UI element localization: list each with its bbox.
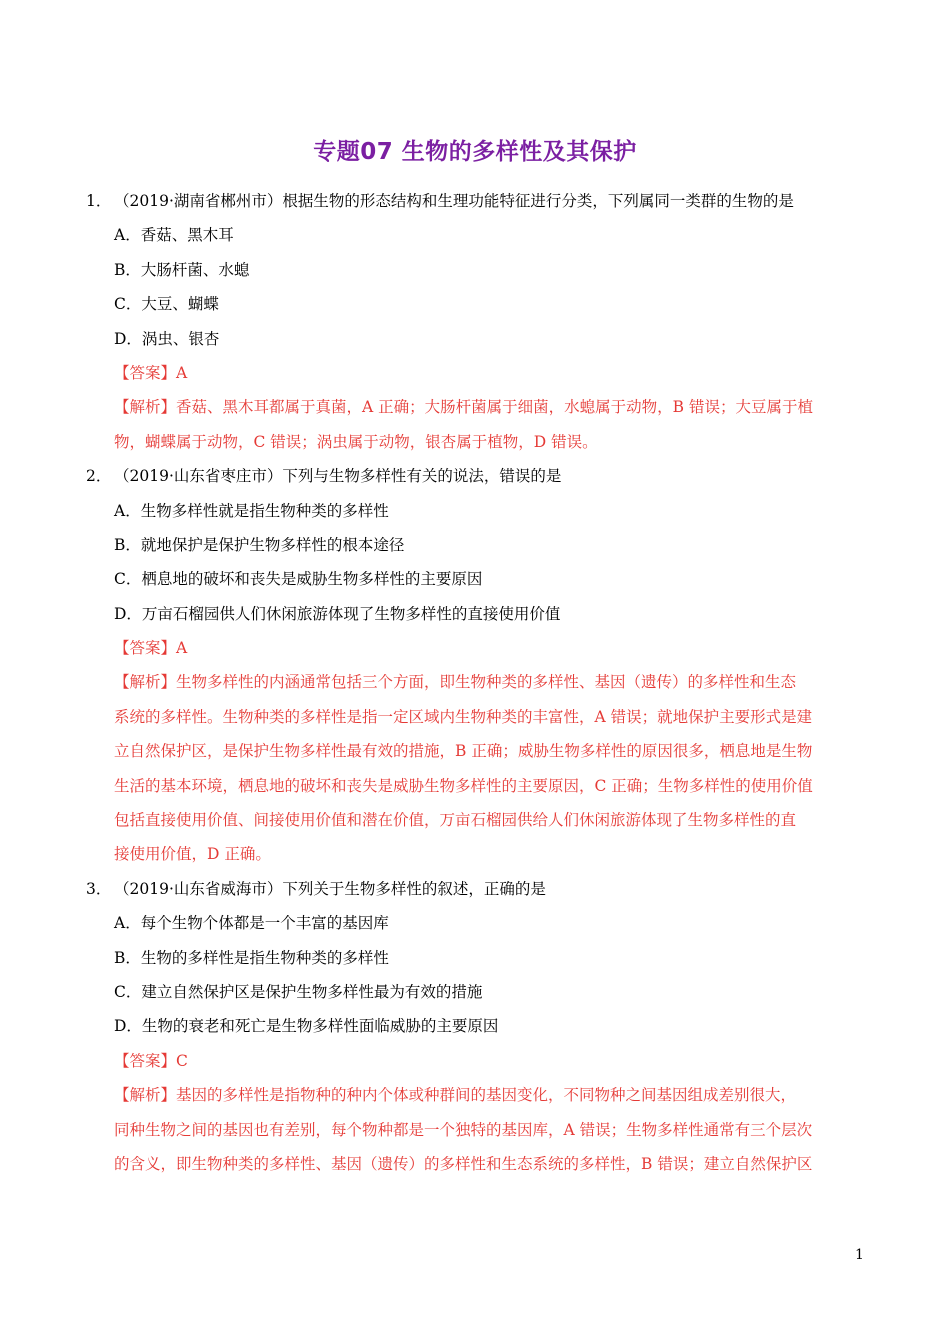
question-3 [86,872,866,1182]
analysis-line: 包括直接使用价值、间接使用价值和潜在价值，万亩石榴园供给人们休闲旅游体现了生物多样性的直 [114,811,797,830]
page-number: 1 [855,1247,864,1263]
option-d: D．生物的衰老和死亡是生物多样性面临威胁的主要原因 [114,1017,499,1036]
option-a: A．每个生物个体都是一个丰富的基因库 [114,914,389,933]
question-text: （2019·湖南省郴州市）根据生物的形态结构和生理功能特征进行分类，下列属同一类群的生物的是 [114,192,794,210]
analysis-line: 【解析】生物多样性的内涵通常包括三个方面，即生物种类的多样性、基因（遗传）的多样性和生态 [114,673,797,692]
question-text: （2019·山东省威海市）下列关于生物多样性的叙述，正确的是 [114,879,546,898]
option-a: A．生物多样性就是指生物种类的多样性 [114,501,389,520]
option-d: D．涡虫、银杏 [114,329,220,348]
question-2 [86,459,866,872]
option-b: B．大肠杆菌、水螅 [114,260,250,279]
option-c: C．大豆、蝴蝶 [114,295,219,314]
answer: 【答案】C [114,1051,188,1070]
answer: 【答案】A [114,363,188,382]
answer: 【答案】A [114,639,188,658]
analysis-line: 系统的多样性。生物种类的多样性是指一定区域内生物种类的丰富性，A 错误；就地保护主要形式是建 [114,707,813,726]
option-b: B．就地保护是保护生物多样性的根本途径 [114,535,405,554]
analysis-line: 同种生物之间的基因也有差别，每个物种都是一个独特的基因库，A 错误；生物多样性通常有三个层次 [114,1120,813,1139]
page-title: 专题07 生物的多样性及其保护 [313,139,637,165]
analysis-line: 生活的基本环境，栖息地的破坏和丧失是威胁生物多样性的主要原因，C 正确；生物多样性的使用价值 [114,776,813,795]
analysis-line: 【解析】基因的多样性是指物种的种内个体或种群间的基因变化，不同物种之间基因组成差别很大， [114,1086,797,1105]
question-1 [86,184,866,459]
option-b: B．生物的多样性是指生物种类的多样性 [114,948,389,967]
option-c: C．栖息地的破坏和丧失是威胁生物多样性的主要原因 [114,570,483,589]
analysis-line: 【解析】香菇、黑木耳都属于真菌，A 正确；大肠杆菌属于细菌，水螅属于动物，B 错误；大豆属于植 [114,398,813,417]
analysis-line: 接使用价值，D 正确。 [114,845,271,864]
analysis-line: 的含义，即生物种类的多样性、基因（遗传）的多样性和生态系统的多样性，B 错误；建立自然保护区 [114,1154,813,1173]
analysis-line: 立自然保护区，是保护生物多样性最有效的措施，B 正确；威胁生物多样性的原因很多，栖息地是生物 [114,742,813,761]
option-a: A．香菇、黑木耳 [114,226,234,245]
question-list [86,184,866,1181]
question-stem [86,184,866,218]
option-d: D．万亩石榴园供人们休闲旅游体现了生物多样性的直接使用价值 [114,604,561,623]
question-number: 2． [86,467,112,486]
analysis-line: 物，蝴蝶属于动物，C 错误；涡虫属于动物，银杏属于植物，D 错误。 [114,432,598,451]
option-c: C．建立自然保护区是保护生物多样性最为有效的措施 [114,982,483,1001]
question-number: 1． [86,192,112,210]
question-stem [86,459,866,493]
question-number: 3． [86,879,112,898]
question-stem [86,872,866,906]
question-text: （2019·山东省枣庄市）下列与生物多样性有关的说法，错误的是 [114,467,562,486]
